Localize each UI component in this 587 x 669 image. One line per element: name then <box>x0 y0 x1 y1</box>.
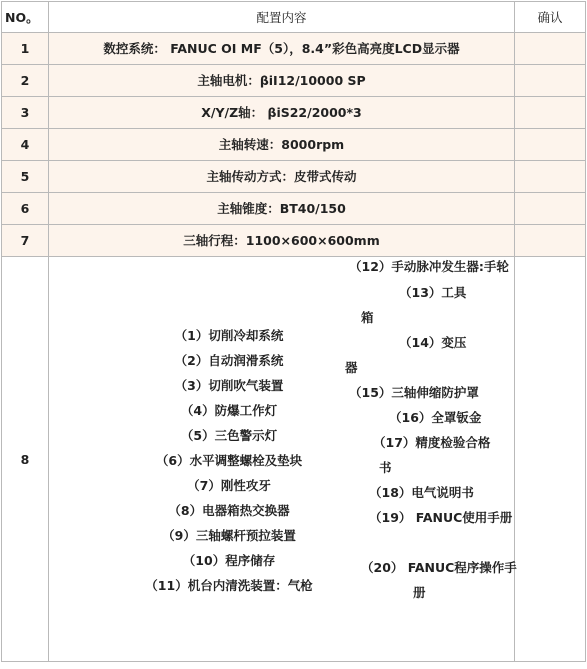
list-item: （5）三色警示灯 <box>180 428 278 443</box>
row-no: 6 <box>2 193 49 225</box>
row-content: 主轴转速：8000rpm <box>49 129 515 161</box>
row-confirm <box>515 225 586 257</box>
list-item: （14）变压 <box>399 335 467 350</box>
table-row <box>2 193 586 225</box>
list-item: （9）三轴螺杆预拉装置 <box>162 528 296 543</box>
header-no: NO。 <box>2 2 49 33</box>
list-item: （18）电气说明书 <box>369 485 474 500</box>
table-row <box>2 65 586 97</box>
list-item: （17）精度检验合格 <box>373 435 491 450</box>
row-confirm <box>515 65 586 97</box>
row-confirm <box>515 257 586 662</box>
table-row-accessories <box>2 257 586 662</box>
list-item: （12）手动脉冲发生器:手轮 <box>349 259 509 274</box>
table-row <box>2 225 586 257</box>
list-item: 箱 <box>361 310 374 325</box>
list-item: （3）切削吹气装置 <box>174 378 284 393</box>
list-item: （10）程序储存 <box>182 553 276 568</box>
list-item: （20） FANUC程序操作手 <box>361 560 517 575</box>
row-confirm <box>515 161 586 193</box>
list-item: （8）电器箱热交换器 <box>168 503 290 518</box>
row-content: 数控系统： FANUC OI MF（5），8.4”彩色高亮度LCD显示器 <box>49 33 515 65</box>
row-confirm <box>515 33 586 65</box>
list-item: 书 <box>379 460 392 475</box>
row-no: 1 <box>2 33 49 65</box>
header-content: 配置内容 <box>49 2 515 33</box>
row-confirm <box>515 97 586 129</box>
list-item: 器 <box>345 360 358 375</box>
list-item: （13）工具 <box>399 285 467 300</box>
table-row <box>2 129 586 161</box>
row-no: 5 <box>2 161 49 193</box>
list-item: 册 <box>413 585 426 600</box>
table-row <box>2 161 586 193</box>
accessories-left-list <box>119 323 339 598</box>
header-confirm: 确认 <box>515 2 586 33</box>
row-content: 三轴行程：1100×600×600mm <box>49 225 515 257</box>
list-item: （15）三轴伸缩防护罩 <box>349 385 479 400</box>
list-item: （2）自动润滑系统 <box>174 353 284 368</box>
table-row <box>2 33 586 65</box>
list-item: （1）切削冷却系统 <box>174 328 284 343</box>
spec-table <box>1 1 586 662</box>
row-content: 主轴锥度：BT40/150 <box>49 193 515 225</box>
row-confirm <box>515 129 586 161</box>
list-item: （4）防爆工作灯 <box>180 403 278 418</box>
row-confirm <box>515 193 586 225</box>
row-no: 4 <box>2 129 49 161</box>
accessories-cell <box>49 257 515 662</box>
list-item: （6）水平调整螺栓及垫块 <box>155 453 303 468</box>
row-content: 主轴传动方式：皮带式传动 <box>49 161 515 193</box>
table-header-row <box>2 2 586 33</box>
row-content: 主轴电机：βiI12/10000 SP <box>49 65 515 97</box>
row-no: 8 <box>2 257 49 662</box>
list-item: （11）机台内清洗装置：气枪 <box>145 578 313 593</box>
row-content: X/Y/Z轴： βiS22/2000*3 <box>49 97 515 129</box>
list-item: （16）全罩钣金 <box>389 410 482 425</box>
row-no: 7 <box>2 225 49 257</box>
row-no: 3 <box>2 97 49 129</box>
list-item: （7）刚性攻牙 <box>187 478 271 493</box>
table-row <box>2 97 586 129</box>
list-item: （19） FANUC使用手册 <box>369 510 513 525</box>
row-no: 2 <box>2 65 49 97</box>
